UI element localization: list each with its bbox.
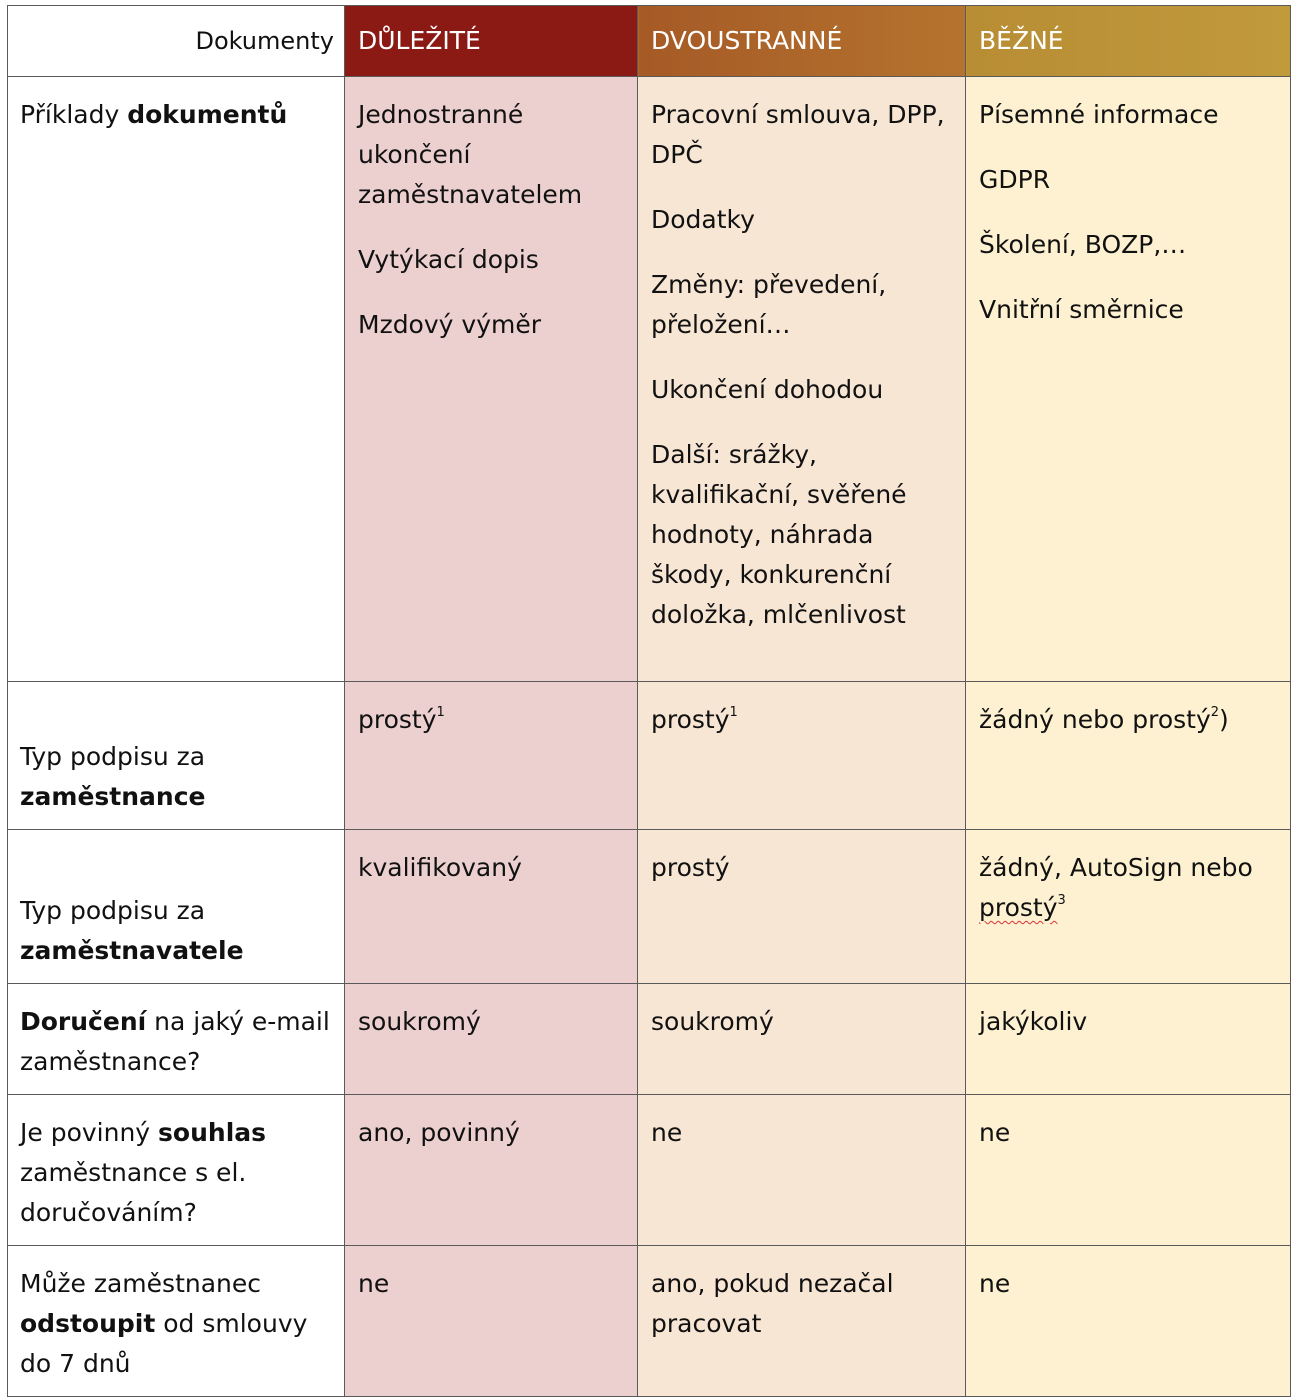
row-employer-signature [8, 830, 1291, 984]
cell-value: žádný, AutoSign nebo [979, 853, 1253, 882]
example-item: Dodatky [651, 205, 755, 234]
header-important: DŮLEŽITÉ [345, 6, 638, 77]
header-common: BĚŽNÉ [966, 6, 1291, 77]
row-delivery [8, 984, 1291, 1095]
label-text: od smlouvy do 7 dnů [20, 1309, 308, 1378]
cell-employee-twosided [638, 682, 966, 830]
example-item: Změny: převedení, přeložení… [651, 270, 887, 339]
row-examples [8, 77, 1291, 682]
cell-value: prostý [651, 705, 730, 734]
example-item: Jednostranné ukončení zaměstnavatelem [358, 100, 583, 209]
footnote-ref: 1 [436, 704, 445, 720]
header-row [8, 6, 1291, 77]
label-text: Typ podpisu za [20, 742, 206, 771]
row-label-delivery [8, 984, 345, 1095]
example-item: Vnitřní směrnice [979, 295, 1184, 324]
cell-withdrawal-twosided: ano, pokud nezačal pracovat [638, 1246, 966, 1397]
label-bold: zaměstnance [20, 782, 206, 811]
row-consent [8, 1095, 1291, 1246]
label-bold: dokumentů [127, 100, 288, 129]
label-text: zaměstnance s el. doručováním? [20, 1158, 247, 1227]
cell-employee-common [966, 682, 1291, 830]
row-employee-signature [8, 682, 1291, 830]
cell-withdrawal-common: ne [966, 1246, 1291, 1397]
footnote-ref: 3 [1057, 892, 1066, 908]
cell-employer-important: kvalifikovaný [345, 830, 638, 984]
cell-withdrawal-important: ne [345, 1246, 638, 1397]
row-withdrawal [8, 1246, 1291, 1397]
cell-delivery-twosided: soukromý [638, 984, 966, 1095]
cell-employer-common [966, 830, 1291, 984]
cell-employer-twosided: prostý [638, 830, 966, 984]
label-bold: zaměstnavatele [20, 936, 244, 965]
cell-delivery-important: soukromý [345, 984, 638, 1095]
cell-consent-important: ano, povinný [345, 1095, 638, 1246]
cell-consent-twosided: ne [638, 1095, 966, 1246]
row-label-withdrawal [8, 1246, 345, 1397]
example-item: Písemné informace [979, 100, 1219, 129]
cell-employee-important [345, 682, 638, 830]
footnote-ref: 2 [1210, 704, 1220, 720]
spellcheck-word: prostý [979, 893, 1058, 922]
label-text: Je povinný [20, 1118, 159, 1147]
header-documents: Dokumenty [8, 6, 345, 77]
example-item: Ukončení dohodou [651, 375, 884, 404]
row-label-employer-signature [8, 830, 345, 984]
example-item: GDPR [979, 165, 1051, 194]
row-label-examples [8, 77, 345, 682]
example-item: Další: srážky, kvalifikační, svěřené hodnoty, náhrada škody, konkurenční doložka, mlčenlivost [651, 440, 907, 629]
label-bold: souhlas [158, 1118, 267, 1147]
example-item: Pracovní smlouva, DPP, DPČ [651, 100, 945, 169]
example-item: Mzdový výměr [358, 310, 541, 339]
label-text: Typ podpisu za [20, 896, 206, 925]
label-text: na jaký e-mail zaměstnance? [20, 1007, 330, 1076]
cell-suffix: ) [1219, 705, 1229, 734]
label-bold: odstoupit [20, 1309, 156, 1338]
cell-examples-twosided [638, 77, 966, 682]
cell-examples-common [966, 77, 1291, 682]
label-text: Příklady [20, 100, 128, 129]
cell-value: prostý [358, 705, 437, 734]
cell-examples-important [345, 77, 638, 682]
footnote-ref: 1 [729, 704, 738, 720]
cell-consent-common: ne [966, 1095, 1291, 1246]
comparison-table [7, 5, 1291, 1397]
label-bold: Doručení [20, 1007, 147, 1036]
example-item: Vytýkací dopis [358, 245, 539, 274]
cell-value: žádný nebo prostý [979, 705, 1211, 734]
cell-delivery-common: jakýkoliv [966, 984, 1291, 1095]
label-text: Může zaměstnanec [20, 1269, 262, 1298]
example-item: Školení, BOZP,… [979, 230, 1187, 259]
header-twosided: DVOUSTRANNÉ [638, 6, 966, 77]
row-label-employee-signature [8, 682, 345, 830]
row-label-consent [8, 1095, 345, 1246]
